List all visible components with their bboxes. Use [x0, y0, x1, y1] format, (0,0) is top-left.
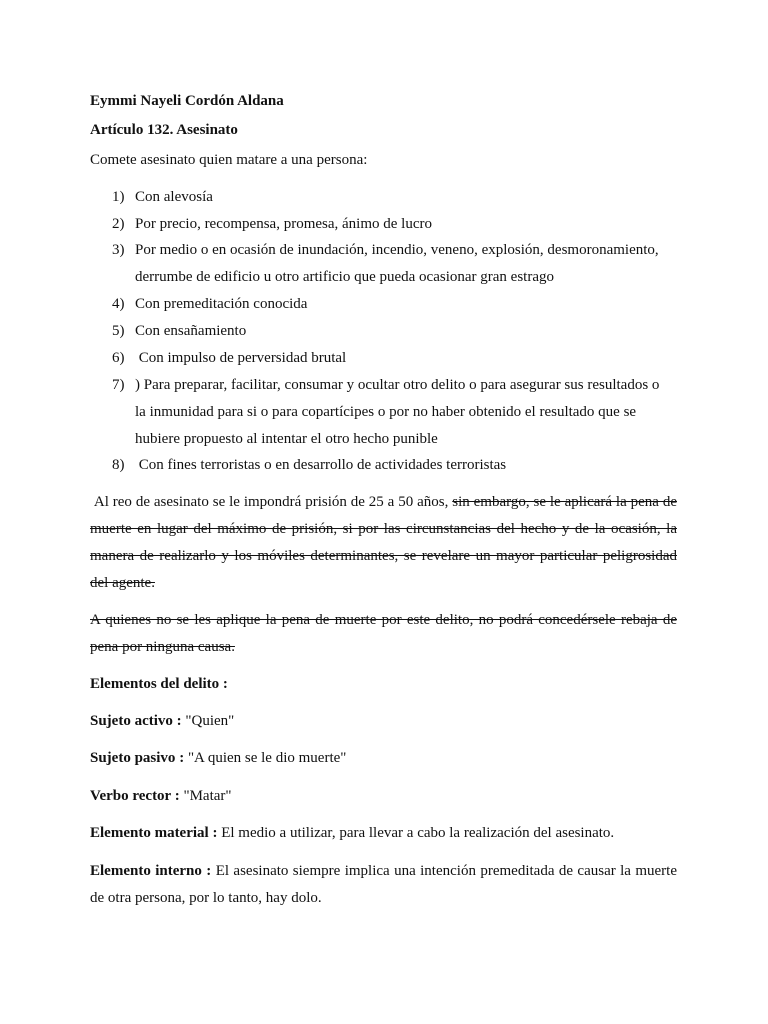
element-label: Elemento interno: [90, 863, 202, 879]
list-text-continued: hubiere propuesto al intentar el otro hecho punible: [135, 431, 438, 447]
author-name: Eymmi Nayeli Cordón Aldana: [90, 93, 284, 109]
list-item: [112, 457, 506, 474]
element-value: "Quien": [181, 713, 235, 729]
colon: :: [170, 788, 180, 804]
list-number: 6): [112, 350, 125, 366]
elements-heading: [90, 676, 228, 693]
list-text: Con premeditación conocida: [135, 296, 308, 312]
list-text: Con alevosía: [135, 189, 213, 205]
colon: :: [175, 750, 185, 766]
element-material: [90, 825, 614, 842]
list-item: [112, 377, 659, 394]
element-value: El medio a utilizar, para llevar a cabo la realización del asesinato.: [217, 825, 615, 841]
element-label: Elemento material: [90, 825, 209, 841]
colon: :: [219, 676, 228, 692]
list-number: 1): [112, 189, 125, 205]
element-value: "Matar": [179, 788, 232, 804]
element-label: Sujeto activo: [90, 713, 173, 729]
list-item: [112, 323, 246, 340]
list-number: 2): [112, 216, 125, 232]
element-sujeto-activo: [90, 713, 234, 730]
element-sujeto-pasivo: [90, 750, 346, 767]
list-text: Con impulso de perversidad brutal: [135, 350, 347, 366]
element-value: El asesinato siempre implica una intención premeditada de causar la muerte de otra persona, por lo tanto, hay dolo.: [90, 863, 678, 906]
list-item: [112, 189, 213, 206]
penalty-paragraph: [90, 489, 677, 597]
list-item: [112, 216, 432, 233]
element-label: Verbo rector: [90, 788, 171, 804]
list-text: Por precio, recompensa, promesa, ánimo de lucro: [135, 216, 432, 232]
colon: :: [172, 713, 182, 729]
list-item: [112, 296, 307, 313]
article-title: Artículo 132. Asesinato: [90, 122, 238, 138]
list-text: Por medio o en ocasión de inundación, incendio, veneno, explosión, desmoronamiento,: [135, 242, 659, 258]
intro-text: Comete asesinato quien matare a una persona:: [90, 152, 368, 168]
list-text: Con fines terroristas o en desarrollo de actividades terroristas: [135, 457, 507, 473]
list-text-continued: derrumbe de edificio u otro artificio que pueda ocasionar gran estrago: [135, 269, 554, 285]
list-number: 5): [112, 323, 125, 339]
list-text: Con ensañamiento: [135, 323, 247, 339]
list-number: 7): [112, 377, 125, 393]
colon: :: [201, 863, 212, 879]
penalty-struck-text: sin embargo, se le aplicará la pena de muerte en lugar del máximo de prisión, si por las circunstancias del hecho y de la ocasión, la manera de realizarlo y los móviles determinantes, se revelare un mayor particular peligrosidad del agente.: [90, 494, 677, 591]
list-item: [112, 350, 346, 367]
list-number: 3): [112, 242, 125, 258]
element-label: Sujeto pasivo: [90, 750, 176, 766]
list-number: 8): [112, 457, 125, 473]
elements-heading-text: Elementos del delito: [90, 676, 220, 692]
list-number: 4): [112, 296, 125, 312]
element-value: "A quien se le dio muerte": [184, 750, 347, 766]
element-interno: [90, 858, 677, 912]
struck-paragraph: A quienes no se les aplique la pena de muerte por este delito, no podrá concedérsele rebaja de pena por ninguna causa.: [90, 612, 677, 655]
penalty-text: Al reo de asesinato se le impondrá prisión de 25 a 50 años,: [90, 494, 453, 510]
list-item: [112, 242, 659, 259]
list-text: ) Para preparar, facilitar, consumar y ocultar otro delito o para asegurar sus resultados o: [135, 377, 660, 393]
list-text-continued: la inmunidad para si o para copartícipes o por no haber obtenido el resultado que se: [135, 404, 637, 420]
colon: :: [208, 825, 218, 841]
element-verbo-rector: [90, 788, 232, 805]
